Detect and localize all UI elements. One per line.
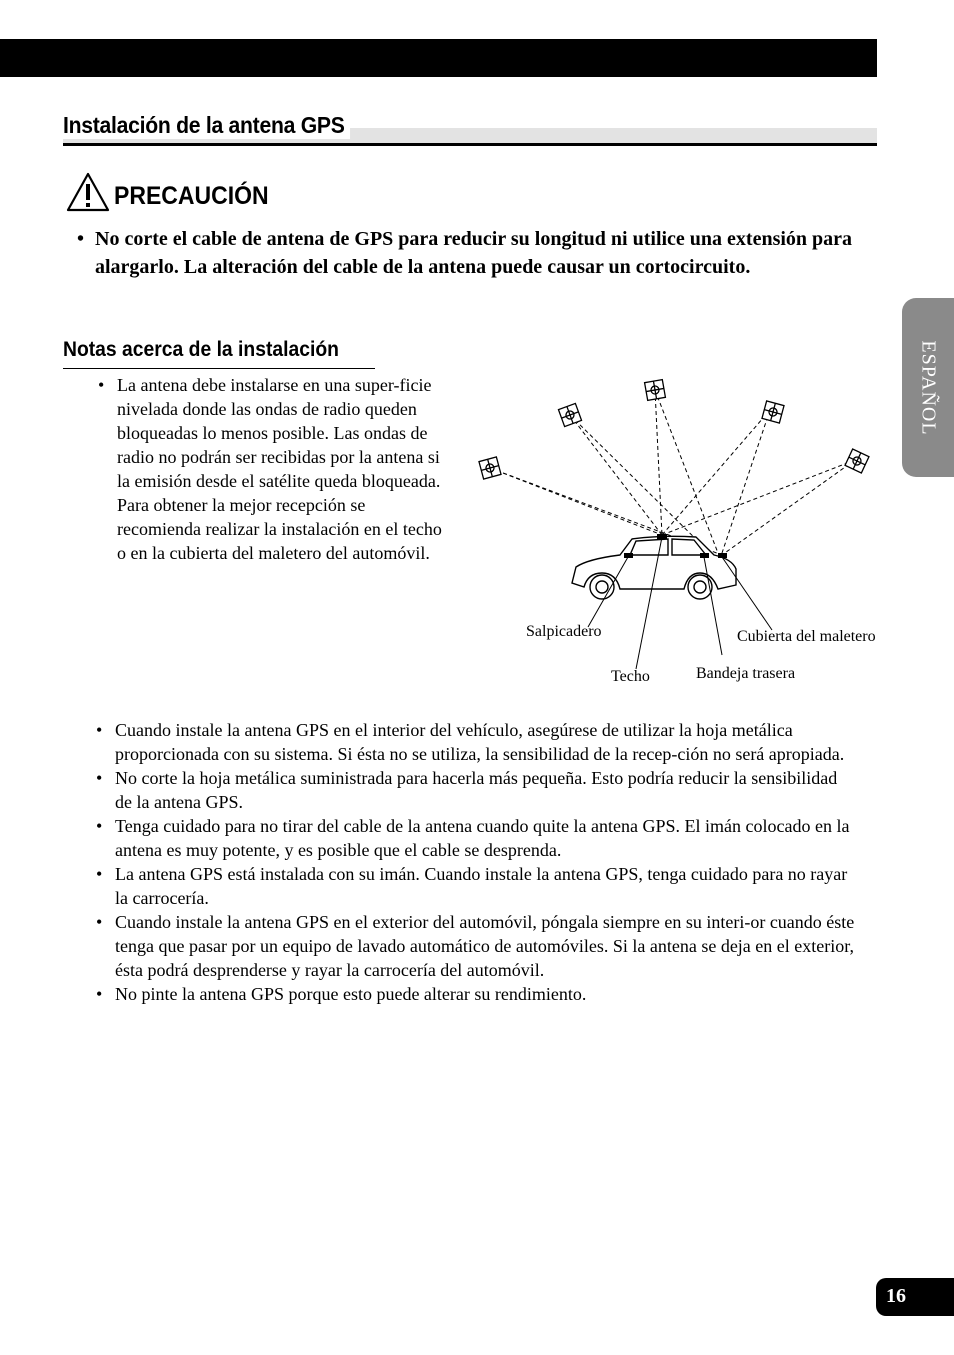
antenna-placement-diagram bbox=[470, 375, 910, 695]
label-trunk-lid: Cubierta del maletero bbox=[737, 628, 876, 645]
caution-text: No corte el cable de antena de GPS para reducir su longitud ni utilice una extensión para alargarlo. La alteración del cable de la antena puede causar un cortocircuito. bbox=[95, 228, 853, 278]
bullet-icon: • bbox=[77, 228, 85, 250]
list-item: • No pinte la antena GPS porque esto puede alterar su rendimiento. bbox=[96, 982, 856, 1006]
notes-title: Notas acerca de la instalación bbox=[63, 338, 339, 361]
section-title: Instalación de la antena GPS bbox=[63, 112, 350, 139]
list-item: • Cuando instale la antena GPS en el interior del vehículo, asegúrese de utilizar la hoja metálica proporcionada con su sistema. Si ésta no se utiliza, la sensibilidad de la recep-ción no será apropiada. bbox=[96, 718, 856, 766]
label-dashboard: Salpicadero bbox=[526, 623, 602, 640]
section-header-rule bbox=[63, 143, 877, 146]
notes-list bbox=[96, 718, 856, 1006]
car-icon bbox=[572, 536, 736, 599]
language-tab-label: ESPAÑOL bbox=[917, 339, 940, 436]
header-bar bbox=[0, 39, 877, 77]
page-number-box bbox=[876, 1278, 954, 1316]
label-roof: Techo bbox=[611, 668, 650, 685]
warning-triangle-icon bbox=[66, 172, 110, 212]
section-header bbox=[63, 110, 877, 146]
list-item: • No corte la hoja metálica suministrada para hacerla más pequeña. Esto podría reducir la sensibilidad de la antena GPS. bbox=[96, 766, 856, 814]
caution-title: PRECAUCIÓN bbox=[114, 182, 269, 210]
car-satellite-illustration bbox=[470, 375, 910, 695]
satellite-icons bbox=[479, 380, 869, 479]
list-item: • La antena GPS está instalada con su imán. Cuando instale la antena GPS, tenga cuidado para no rayar la carrocería. bbox=[96, 862, 856, 910]
first-note: La antena debe instalarse en una super-ficie nivelada donde las ondas de radio queden bloqueadas lo menos posible. Las ondas de radio no podrán ser recibidas por la antena si la emisión desde el satélite queda bloqueada. Para obtener la mejor recepción se recomienda realizar la instalación en el techo o en la cubierta del maletero del automóvil. bbox=[117, 375, 442, 563]
page-number: 16 bbox=[886, 1285, 906, 1307]
list-item: • Cuando instale la antena GPS en el exterior del automóvil, póngala siempre en su interi-or cuando éste tenga que pasar por un equipo de lavado automático de automóviles. Si la antena se deja en el exterior, ésta podrá desprenderse y rayar la carrocería del automóvil. bbox=[96, 910, 856, 982]
label-rear-tray: Bandeja trasera bbox=[696, 665, 796, 682]
bullet-icon: • bbox=[98, 375, 105, 395]
list-item: • Tenga cuidado para no tirar del cable de la antena cuando quite la antena GPS. El imán colocado en la antena es muy potente, y es posible que el cable se desprenda. bbox=[96, 814, 856, 862]
notes-title-rule bbox=[63, 368, 375, 369]
language-tab bbox=[902, 298, 954, 477]
